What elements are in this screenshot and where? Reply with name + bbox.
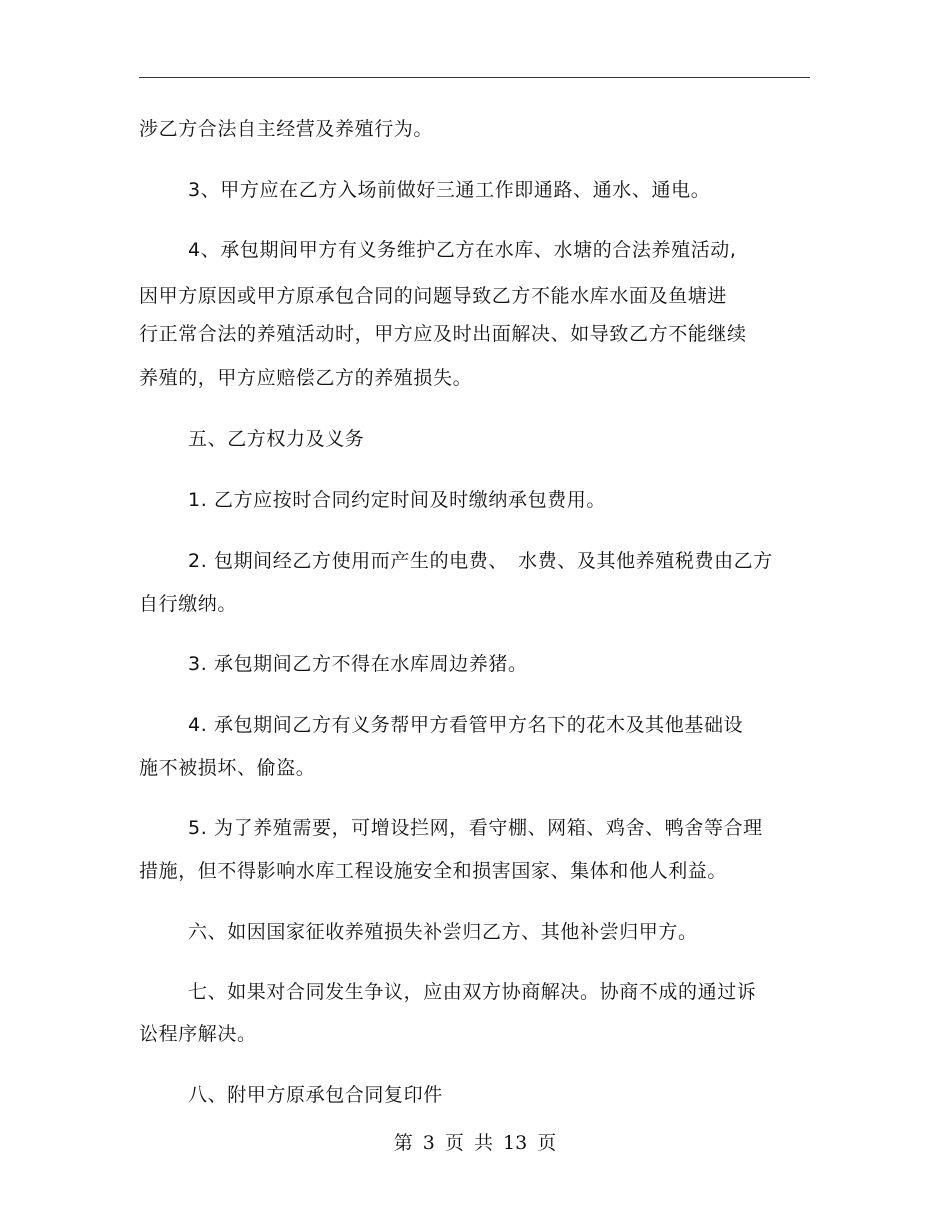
paragraph-line: 七、如果对合同发生争议，应由双方协商解决。协商不成的通过诉 bbox=[188, 981, 757, 1003]
header-rule bbox=[139, 77, 810, 78]
paragraph-line: 5. 为了养殖需要，可增设拦网，看守棚、网箱、鸡舍、鸭舍等合理 bbox=[188, 817, 763, 839]
paragraph-line: 1. 乙方应按时合同约定时间及时缴纳承包费用。 bbox=[188, 489, 606, 511]
page-number: 第 3 页 共 13 页 bbox=[393, 1132, 557, 1154]
paragraph-line: 施不被损坏、偷盗。 bbox=[139, 757, 316, 779]
paragraph-line: 讼程序解决。 bbox=[139, 1023, 257, 1045]
paragraph-line: 自行缴纳。 bbox=[139, 593, 238, 615]
paragraph-line: 六、如因国家征收养殖损失补尝归乙方、其他补尝归甲方。 bbox=[188, 921, 698, 943]
paragraph-line: 3、甲方应在乙方入场前做好三通工作即通路、通水、通电。 bbox=[188, 179, 711, 201]
paragraph-line: 措施，但不得影响水库工程设施安全和损害国家、集体和他人利益。 bbox=[139, 860, 728, 882]
paragraph-line: 行正常合法的养殖活动时，甲方应及时出面解决、如导致乙方不能继续 bbox=[139, 323, 747, 345]
paragraph-line: 3. 承包期间乙方不得在水库周边养猪。 bbox=[188, 653, 528, 675]
paragraph-line: 养殖的，甲方应赔偿乙方的养殖损失。 bbox=[139, 367, 473, 389]
paragraph-line: 因甲方原因或甲方原承包合同的问题导致乙方不能水库水面及鱼塘进 bbox=[139, 285, 728, 307]
paragraph-line: 4. 承包期间乙方有义务帮甲方看管甲方名下的花木及其他基础设 bbox=[188, 714, 744, 736]
paragraph-line: 2. 包期间经乙方使用而产生的电费、 水费、及其他养殖税费由乙方 bbox=[188, 550, 773, 572]
section-heading: 五、乙方权力及义务 bbox=[188, 428, 365, 450]
paragraph-line: 八、附甲方原承包合同复印件 bbox=[188, 1084, 443, 1106]
paragraph-line: 4、承包期间甲方有义务维护乙方在水库、水塘的合法养殖活动, bbox=[188, 239, 737, 261]
paragraph-line: 涉乙方合法自主经营及养殖行为。 bbox=[139, 118, 434, 140]
